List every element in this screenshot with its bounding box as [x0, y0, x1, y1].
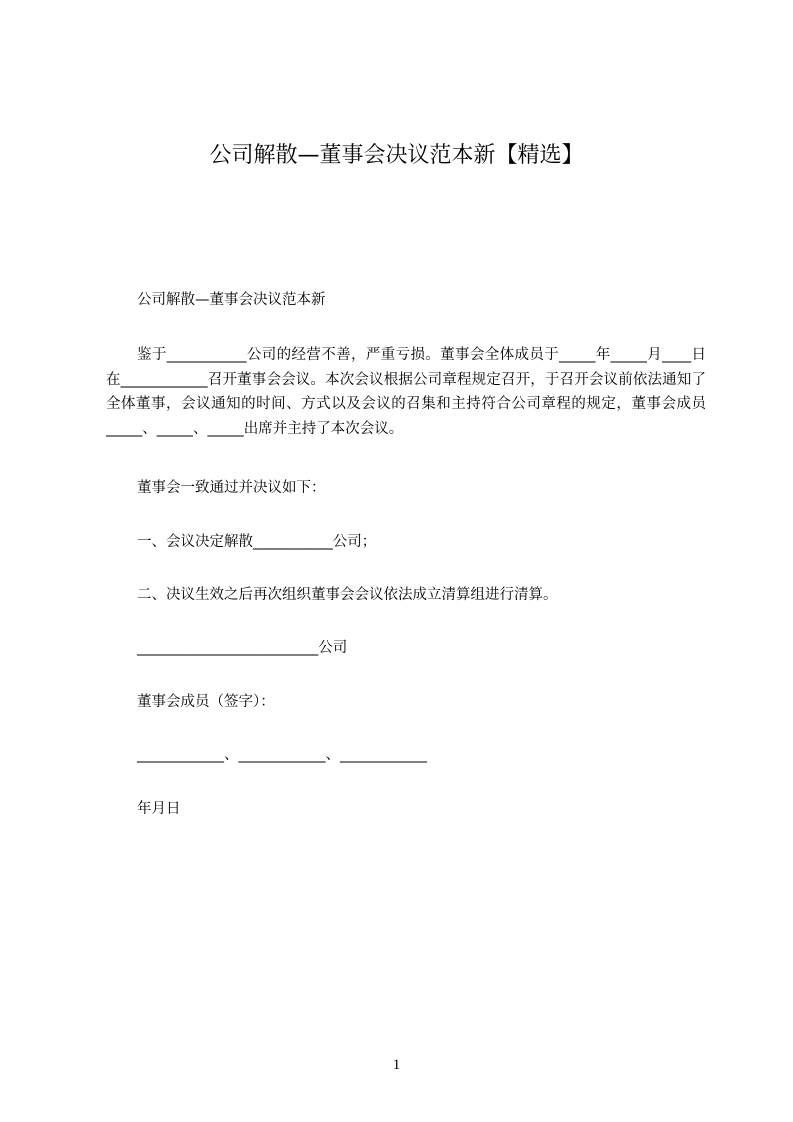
resolution-intro: 董事会一致通过并决议如下：: [137, 480, 326, 496]
company-name-line: _________________________公司: [137, 640, 348, 656]
signature-lines: ____________、____________、____________: [137, 747, 427, 763]
document-title: 公司解散—董事会决议范本新【精选】: [209, 143, 584, 168]
intro-paragraph: 鉴于___________公司的经营不善，严重亏损。董事会全体成员于_____年_____月____日在____________召开董事会会议。本次会议根据公司章程规定召开，于召开会议前依法通知了全体董事，会议通知的时间、方式以及会议的召集和主持符合公司章程的规定，董事会成员_____、_____、_____出席并主持了本次会议。: [106, 347, 706, 437]
page-number: 1: [392, 1057, 401, 1073]
signature-label: 董事会成员（签字）：: [137, 694, 275, 710]
resolution-item-2: 二、决议生效之后再次组织董事会会议依法成立清算组进行清算。: [137, 587, 558, 603]
resolution-item-1: 一、会议决定解散___________公司；: [137, 534, 377, 550]
document-subtitle: 公司解散—董事会决议范本新: [137, 292, 326, 308]
date-line: 年月日: [137, 801, 181, 817]
